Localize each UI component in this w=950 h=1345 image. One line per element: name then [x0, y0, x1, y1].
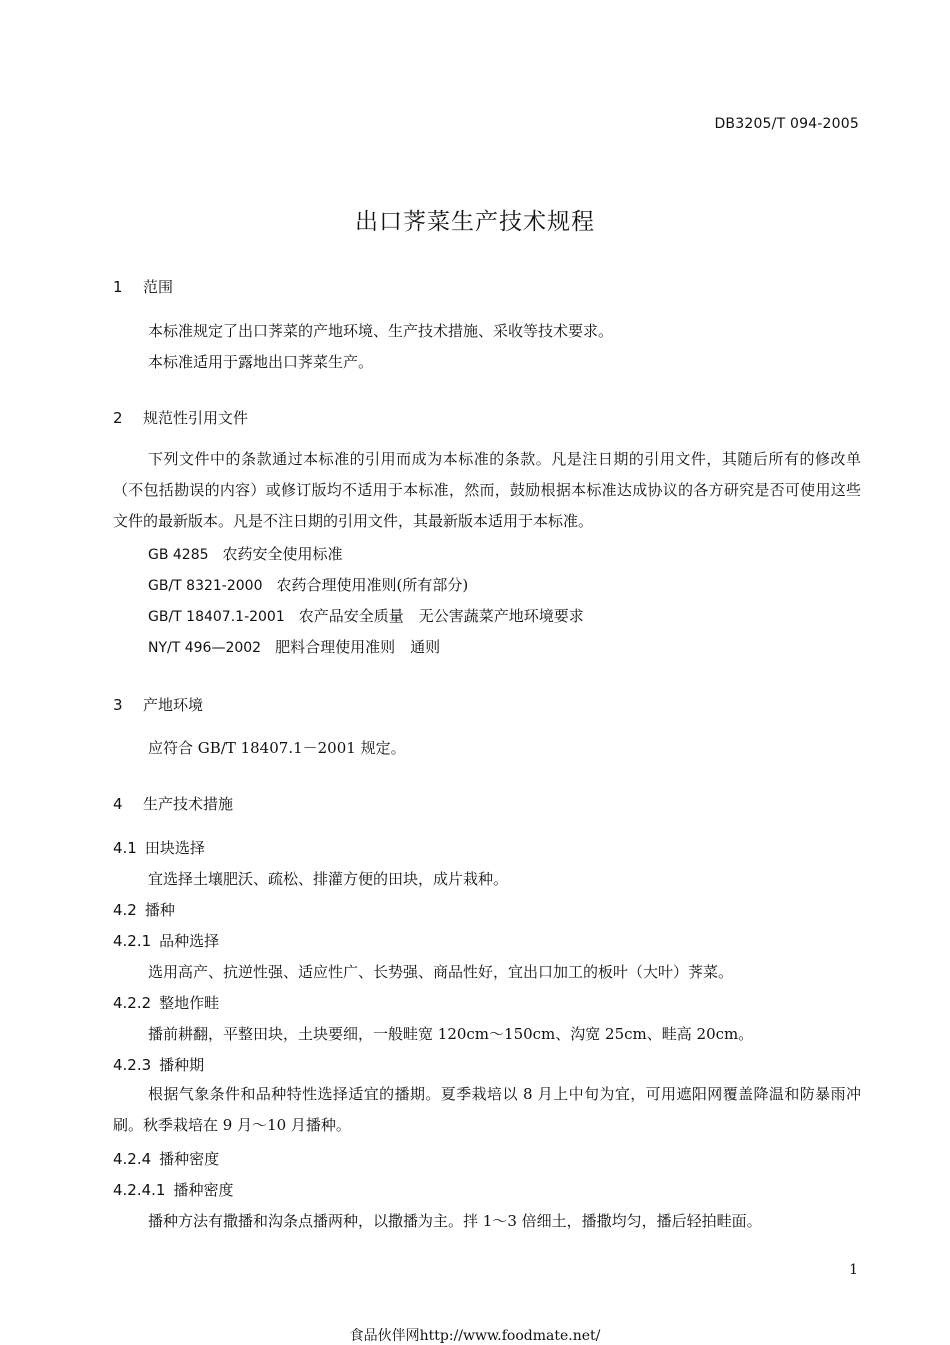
reference-code: GB 4285	[148, 547, 209, 563]
section-title: 生产技术措施	[143, 795, 234, 813]
reference-name: 农产品安全质量 无公害蔬菜产地环境要求	[298, 607, 584, 625]
document-title: 出口荠菜生产技术规程	[355, 209, 595, 235]
reference-name: 农药安全使用标准	[222, 545, 343, 563]
subsection-title: 播种期	[159, 1056, 205, 1074]
reference-code: NY/T 496—2002	[148, 640, 262, 656]
subsection-number: 4.1	[113, 839, 137, 857]
subsection-number: 4.2.4	[113, 1150, 152, 1168]
paragraph: 应符合 GB/T 18407.1－2001 规定。	[148, 739, 406, 757]
reference-item	[148, 636, 440, 657]
section-2-heading	[113, 407, 248, 428]
paragraph: 宜选择土壤肥沃、疏松、排灌方便的田块，成片栽种。	[148, 870, 509, 888]
section-number: 4	[113, 795, 123, 813]
reference-code: GB/T 18407.1-2001	[148, 609, 285, 625]
subsection-title: 播种密度	[159, 1150, 220, 1168]
subsection-4-1-heading	[113, 837, 205, 858]
subsection-number: 4.2.4.1	[113, 1181, 166, 1199]
paragraph: 本标准适用于露地出口荠菜生产。	[148, 353, 374, 371]
section-number: 2	[113, 409, 123, 427]
paragraph: 选用高产、抗逆性强、适应性广、长势强、商品性好，宜出口加工的板叶（大叶）荠菜。	[148, 963, 734, 981]
subsection-title: 整地作畦	[159, 994, 220, 1012]
reference-item	[148, 574, 468, 595]
paragraph: 本标准规定了出口荠菜的产地环境、生产技术措施、采收等技术要求。	[148, 322, 614, 340]
section-4-heading	[113, 793, 233, 814]
subsection-title: 播种密度	[173, 1181, 234, 1199]
section-number: 3	[113, 696, 123, 714]
reference-name: 肥料合理使用准则 通则	[275, 638, 441, 656]
footer-watermark: 食品伙伴网http://www.foodmate.net/	[349, 1328, 601, 1344]
section-title: 规范性引用文件	[143, 409, 249, 427]
reference-item	[148, 543, 343, 564]
subsection-4-2-4-heading	[113, 1148, 219, 1169]
section-number: 1	[113, 278, 123, 296]
subsection-4-2-1-heading	[113, 930, 219, 951]
intro-paragraph: 下列文件中的条款通过本标准的引用而成为本标准的条款。凡是注日期的引用文件，其随后所有的修改单（不包括勘误的内容）或修订版均不适用于本标准，然而，鼓励根据本标准达成协议的各方研究是否可使用这些文件的最新版本。凡是不注日期的引用文件，其最新版本适用于本标准。	[113, 450, 861, 530]
subsection-4-2-heading	[113, 899, 175, 920]
section-title: 产地环境	[143, 696, 204, 714]
subsection-number: 4.2	[113, 901, 137, 919]
subsection-4-2-2-heading	[113, 992, 219, 1013]
subsection-title: 品种选择	[159, 932, 220, 950]
paragraph: 播种方法有撒播和沟条点播两种，以撒播为主。拌 1～3 倍细土，播撒均匀，播后轻拍畦面。	[148, 1212, 762, 1230]
section-3-heading	[113, 694, 203, 715]
subsection-number: 4.2.3	[113, 1056, 152, 1074]
subsection-4-2-4-1-heading	[113, 1179, 234, 1200]
paragraph: 播前耕翻，平整田块，土块要细，一般畦宽 120cm～150cm、沟宽 25cm、畦高 20cm。	[148, 1025, 754, 1043]
section-1-heading	[113, 276, 173, 297]
subsection-title: 田块选择	[144, 839, 205, 857]
subsection-4-2-3-heading	[113, 1054, 204, 1075]
subsection-title: 播种	[144, 901, 175, 919]
reference-item	[148, 605, 584, 626]
page-number: 1	[849, 1262, 858, 1278]
subsection-number: 4.2.2	[113, 994, 152, 1012]
section-title: 范围	[143, 278, 174, 296]
paragraph: 根据气象条件和品种特性选择适宜的播期。夏季栽培以 8 月上中旬为宜，可用遮阳网覆盖降温和防暴雨冲刷。秋季栽培在 9 月～10 月播种。	[113, 1085, 861, 1134]
reference-code: GB/T 8321-2000	[148, 578, 263, 594]
document-code: DB3205/T 094-2005	[714, 116, 859, 132]
subsection-number: 4.2.1	[113, 932, 152, 950]
reference-name: 农药合理使用准则(所有部分)	[276, 576, 469, 594]
